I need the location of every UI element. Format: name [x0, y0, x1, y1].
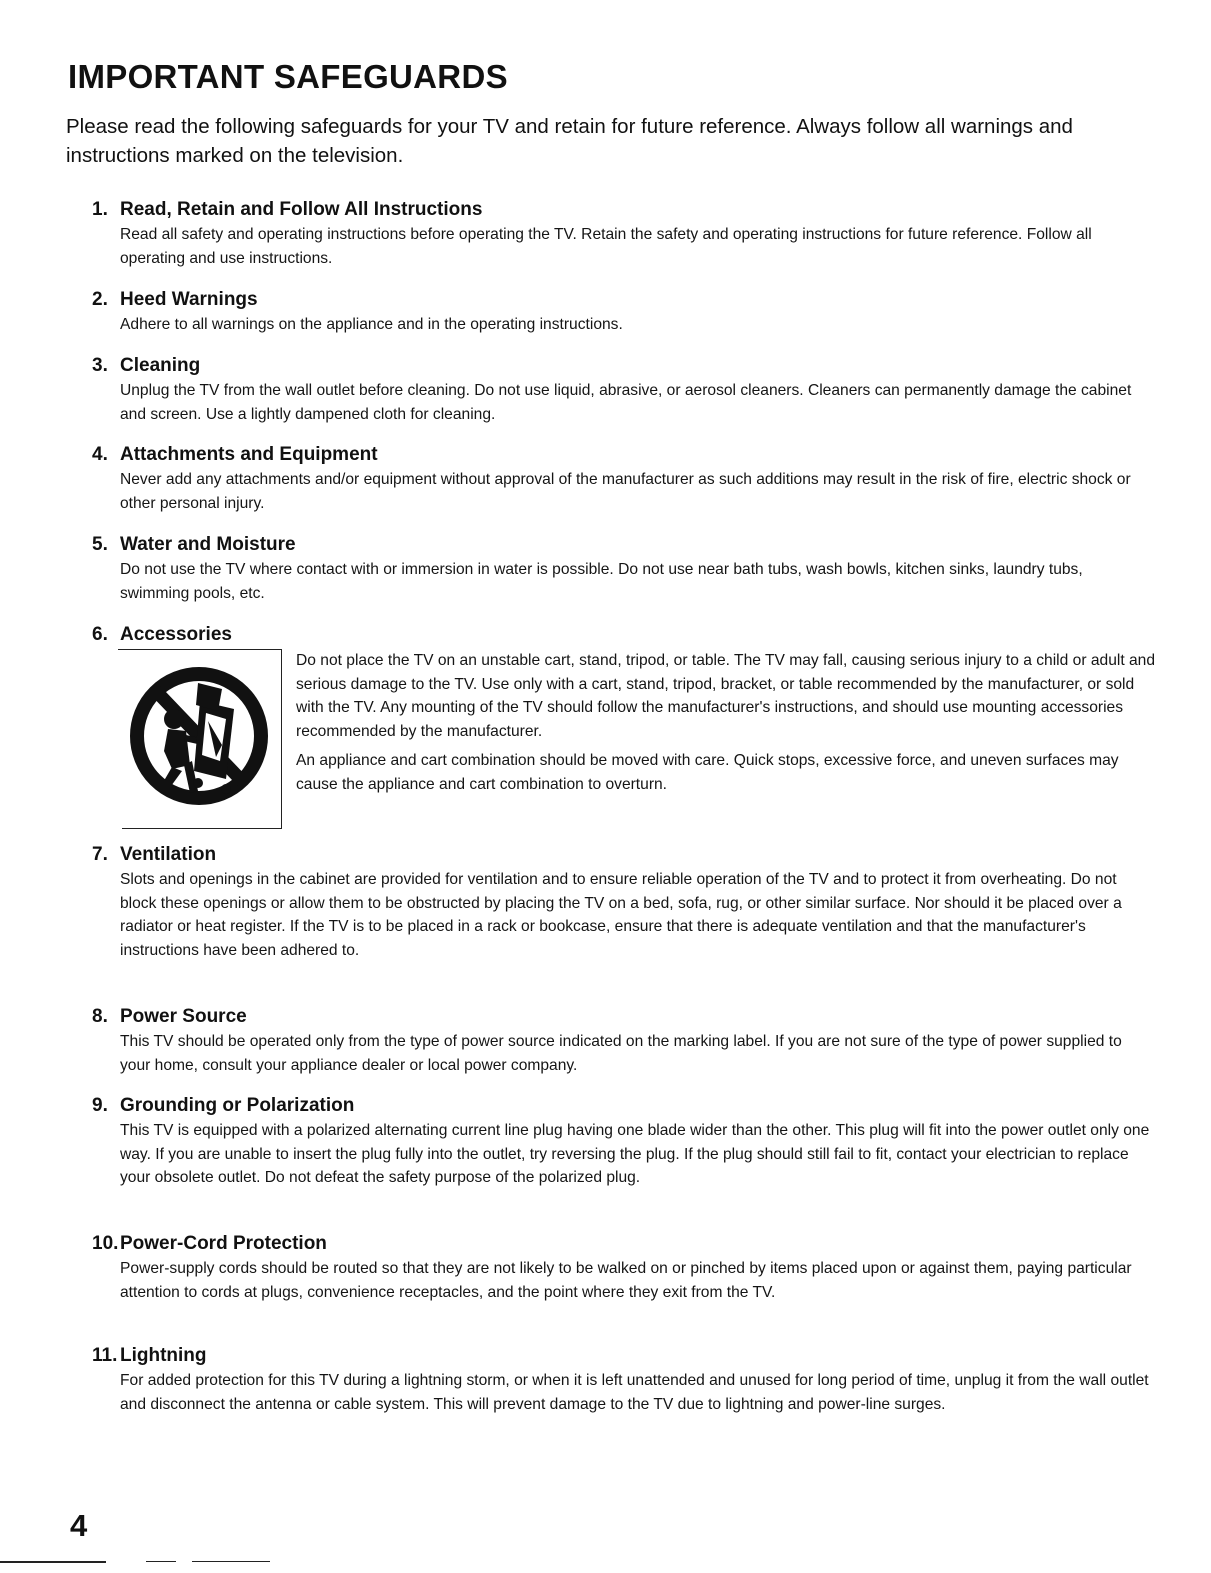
- section-body: Never add any attachments and/or equipment without approval of the manufacturer as such additions may result in the risk of fire, electric shock or other personal injury.: [120, 471, 1131, 512]
- section-heading: [92, 1232, 1152, 1256]
- section-attachments: [92, 443, 1152, 515]
- section-title: Lightning: [120, 1345, 207, 1366]
- section-heading: [92, 533, 1152, 557]
- section-number: 3.: [92, 355, 108, 376]
- section-title: Water and Moisture: [120, 534, 296, 555]
- page-title: IMPORTANT SAFEGUARDS: [68, 58, 508, 95]
- section-accessories: [92, 623, 1156, 837]
- section-heading: [92, 443, 1152, 467]
- section-body: Do not use the TV where contact with or immersion in water is possible. Do not use near bath tubs, wash bowls, kitchen sinks, laundry tubs, swimming pools, etc.: [120, 561, 1083, 602]
- section-title: Accessories: [120, 624, 232, 645]
- section-title: Ventilation: [120, 844, 217, 865]
- section-cleaning: [92, 354, 1152, 426]
- footer-rule: [0, 1561, 106, 1563]
- section-read-retain: [92, 198, 1152, 270]
- section-number: 5.: [92, 534, 108, 555]
- section-heed-warnings: [92, 288, 1152, 337]
- page-number: 4: [70, 1508, 88, 1543]
- section-title: Power Source: [120, 1006, 247, 1027]
- cart-tip-over-warning-icon: [124, 661, 274, 811]
- accessories-text: [296, 649, 1156, 802]
- section-title: Read, Retain and Follow All Instructions: [120, 199, 483, 220]
- cart-warning-figure: [114, 649, 282, 829]
- section-heading: [92, 1094, 1152, 1118]
- accessories-paragraph: Do not place the TV on an unstable cart, stand, tripod, or table. The TV may fall, causing serious injury to a child or adult and serious damage to the TV. Use only with a cart, stand, tripod, bracket, or table recommended by the manufacturer, or sold with the TV. Any mounting of the TV should follow the manufacturer's instructions, and should use mounting accessories recommended by the manufacturer.: [296, 652, 1156, 740]
- section-body: For added protection for this TV during a lightning storm, or when it is left unattended and unused for long period of time, unplug it from the wall outlet and disconnect the antenna or cable system. This will prevent damage to the TV due to lightning and power-line surges.: [120, 1372, 1149, 1413]
- section-title: Power-Cord Protection: [120, 1233, 327, 1254]
- section-title: Grounding or Polarization: [120, 1095, 355, 1116]
- section-heading: [92, 623, 1152, 647]
- section-body: Slots and openings in the cabinet are provided for ventilation and to ensure reliable operation of the TV and to protect it from overheating. Do not block these openings or allow them to be obstructed by placing the TV on a bed, sofa, rug, or other similar surface. Nor should it be placed over a radiator or heat register. If the TV is to be placed in a rack or bookcase, ensure that there is adequate ventilation and that the manufacturer's instructions have been adhered to.: [120, 871, 1122, 959]
- section-body: Read all safety and operating instructions before operating the TV. Retain the safety and operating instructions for future reference. Follow all operating and use instructions.: [120, 226, 1092, 267]
- section-power-source: [92, 1005, 1152, 1077]
- section-title: Heed Warnings: [120, 289, 258, 310]
- section-number: 8.: [92, 1006, 108, 1027]
- section-number: 9.: [92, 1095, 108, 1116]
- section-body: Unplug the TV from the wall outlet before cleaning. Do not use liquid, abrasive, or aerosol cleaners. Cleaners can permanently damage the cabinet and screen. Use a lightly dampened cloth for cleaning.: [120, 382, 1132, 423]
- section-number: 6.: [92, 624, 108, 645]
- section-number: 1.: [92, 199, 108, 220]
- section-water-moisture: [92, 533, 1152, 605]
- section-body: This TV is equipped with a polarized alternating current line plug having one blade wider than the other. This plug will fit into the power outlet only one way. If you are unable to insert the plug fully into the outlet, try reversing the plug. If the plug should still fail to fit, contact your electrician to replace your obsolete outlet. Do not defeat the safety purpose of the polarized plug.: [120, 1122, 1150, 1186]
- accessories-content: [114, 649, 1156, 837]
- section-title: Cleaning: [120, 355, 201, 376]
- section-grounding: [92, 1094, 1152, 1190]
- footer-rule: [192, 1561, 270, 1562]
- section-body: This TV should be operated only from the type of power source indicated on the marking label. If you are not sure of the type of power supplied to your home, consult your appliance dealer or local power company.: [120, 1033, 1122, 1074]
- section-number: 2.: [92, 289, 108, 310]
- section-ventilation: [92, 843, 1152, 962]
- section-number: 10.: [92, 1233, 119, 1254]
- section-lightning: [92, 1344, 1152, 1416]
- section-heading: [92, 1344, 1152, 1368]
- section-number: 7.: [92, 844, 108, 865]
- section-heading: [92, 843, 1152, 867]
- intro-paragraph: Please read the following safeguards for your TV and retain for future reference. Always follow all warnings and instructions marked on the television.: [66, 115, 1073, 167]
- section-heading: [92, 288, 1152, 312]
- section-body: Power-supply cords should be routed so that they are not likely to be walked on or pinched by items placed upon or against them, paying particular attention to cords at plugs, convenience receptacles, and the point where they exit from the TV.: [120, 1260, 1132, 1301]
- section-heading: [92, 354, 1152, 378]
- footer-rule: [146, 1561, 176, 1562]
- section-heading: [92, 1005, 1152, 1029]
- accessories-paragraph: An appliance and cart combination should be moved with care. Quick stops, excessive force, and uneven surfaces may cause the appliance and cart combination to overturn.: [296, 752, 1119, 793]
- section-number: 11.: [92, 1345, 118, 1366]
- section-heading: [92, 198, 1152, 222]
- section-body: Adhere to all warnings on the appliance and in the operating instructions.: [120, 316, 623, 333]
- section-number: 4.: [92, 444, 108, 465]
- section-power-cord: [92, 1232, 1152, 1304]
- section-title: Attachments and Equipment: [120, 444, 378, 465]
